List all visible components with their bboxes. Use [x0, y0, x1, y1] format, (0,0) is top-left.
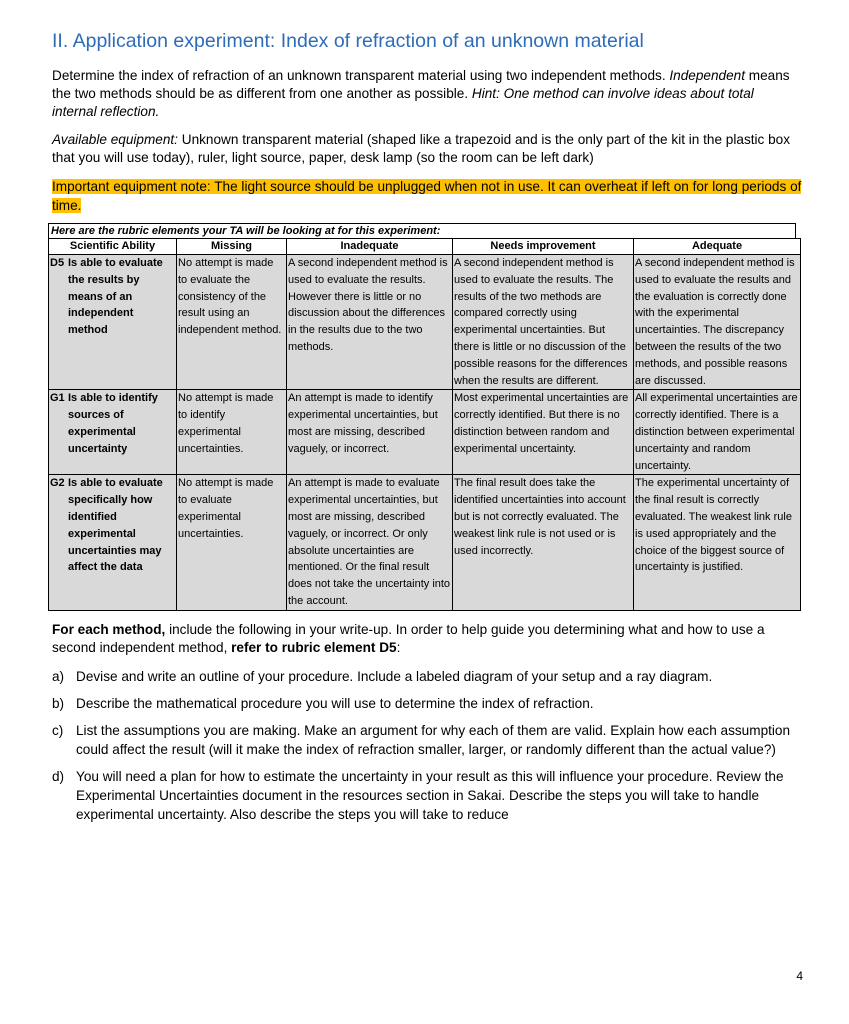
rubric-row [49, 475, 801, 610]
equipment-note [52, 177, 802, 215]
list-item [52, 667, 802, 686]
list-item [52, 767, 802, 824]
adequate-cell: All experimental uncertainties are correctly identified. There is a distinction between experimental uncertainty and random uncertainty. [634, 390, 801, 475]
rubric-caption: Here are the rubric elements your TA will be looking at for this experiment: [48, 223, 796, 238]
intro-paragraph [52, 67, 802, 121]
list-item-text: You will need a plan for how to estimate the uncertainty in your result as this will influence your procedure. Review the Experimental Uncertainties document in the resources section in Sakai. Describe the steps you will take to handle experimental uncertainty. Also describe the steps you will take to reduce [76, 768, 784, 822]
intro-hint: Hint: One method can involve ideas about total internal reflection. [52, 86, 754, 119]
header-inadequate: Inadequate [287, 239, 453, 255]
inadequate-cell: A second independent method is used to evaluate the results. However there is little or no discussion about the differences in the results due to the two methods. [287, 255, 453, 390]
list-item-text: Devise and write an outline of your procedure. Include a labeled diagram of your setup and a ray diagram. [76, 668, 713, 684]
list-item [52, 694, 802, 713]
page-number: 4 [796, 969, 803, 983]
rubric-header-row [49, 239, 801, 255]
instructions-paragraph [52, 621, 802, 657]
equipment-text: Unknown transparent material (shaped like a trapezoid and is the only part of the kit in the plastic box that you will use today), ruler, light source, paper, desk lamp (so the room can be left dark) [52, 132, 791, 165]
inadequate-cell: An attempt is made to evaluate experimental uncertainties, but most are missing, described vaguely, or incorrect. Or only absolute uncertainties are mentioned. Or the final result does not take the uncertainty into the account. [287, 475, 453, 610]
rubric-table [48, 238, 801, 611]
rubric-code: G2 [50, 477, 65, 490]
equipment-label: Available equipment: [52, 132, 178, 147]
section-heading: II. Application experiment: Index of refraction of an unknown material [52, 30, 644, 52]
ability-cell [49, 255, 177, 390]
missing-cell: No attempt is made to identify experimental uncertainties. [177, 390, 287, 475]
ability-text: Is able to evaluate the results by means of an independent method [68, 257, 163, 337]
list-marker: d) [52, 768, 65, 784]
ability-text: Is able to evaluate specifically how identified experimental uncertainties may affect the data [68, 477, 163, 574]
missing-cell: No attempt is made to evaluate experimental uncertainties. [177, 475, 287, 610]
adequate-cell: A second independent method is used to evaluate the results and the evaluation is correctly done with the experimental uncertainties. The discrepancy between the results of the two methods, and possible reasons are discussed. [634, 255, 801, 390]
ability-text: Is able to identify sources of experimental uncertainty [68, 392, 158, 455]
equipment-paragraph [52, 131, 802, 167]
needs-improvement-cell: A second independent method is used to evaluate the results. The results of the two methods are compared correctly using experimental uncertainties. But there is little or no discussion of the possible reasons for the differences when the results are different. [453, 255, 634, 390]
header-needs-improvement: Needs improvement [453, 239, 634, 255]
instructions-text-1: include the following in your write-up. In order to help guide you determining what and how to use a second independent method, [52, 621, 765, 655]
ability-cell [49, 390, 177, 475]
header-adequate: Adequate [634, 239, 801, 255]
instructions-text-2: : [396, 639, 401, 655]
ability-cell [49, 475, 177, 610]
rubric-row [49, 255, 801, 390]
rubric-row [49, 390, 801, 475]
header-scientific-ability: Scientific Ability [49, 239, 177, 255]
missing-cell: No attempt is made to evaluate the consistency of the result using an independent method. [177, 255, 287, 390]
equipment-note-highlight: Important equipment note: The light source should be unplugged when not in use. It can overheat if left on for long periods of time. [52, 179, 802, 213]
list-marker: a) [52, 668, 65, 684]
list-marker: b) [52, 695, 65, 711]
instructions-bold-1: For each method, [52, 621, 166, 637]
inadequate-cell: An attempt is made to identify experimental uncertainties, but most are missing, described vaguely, or incorrect. [287, 390, 453, 475]
list-item-text: List the assumptions you are making. Make an argument for why each of them are valid. Explain how each assumption could affect the result (will it make the index of refraction smaller, larger, or randomly different than the actual value?) [76, 722, 791, 757]
document-page [52, 30, 802, 832]
instructions-bold-2: refer to rubric element D5 [231, 639, 397, 655]
rubric-code: D5 [50, 257, 65, 269]
needs-improvement-cell: Most experimental uncertainties are correctly identified. But there is no distinction between random and experimental uncertainty. [453, 390, 634, 475]
instruction-list [52, 667, 802, 824]
intro-text-1: Determine the index of refraction of an unknown transparent material using two independent methods. [52, 68, 670, 83]
list-item-text: Describe the mathematical procedure you will use to determine the index of refraction. [76, 695, 594, 711]
header-missing: Missing [177, 239, 287, 255]
needs-improvement-cell: The final result does take the identified uncertainties into account but is not correctly evaluated. The weakest link rule is not used or is used incorrectly. [453, 475, 634, 610]
list-marker: c) [52, 722, 64, 738]
intro-italic-1: Independent [669, 68, 745, 83]
intro-text-2: means the two methods should be as different from one another as possible. [52, 68, 790, 101]
list-item [52, 721, 802, 759]
rubric-code: G1 [50, 392, 65, 405]
adequate-cell: The experimental uncertainty of the final result is correctly evaluated. The weakest link rule is used appropriately and the choice of the biggest source of uncertainty is justified. [634, 475, 801, 610]
